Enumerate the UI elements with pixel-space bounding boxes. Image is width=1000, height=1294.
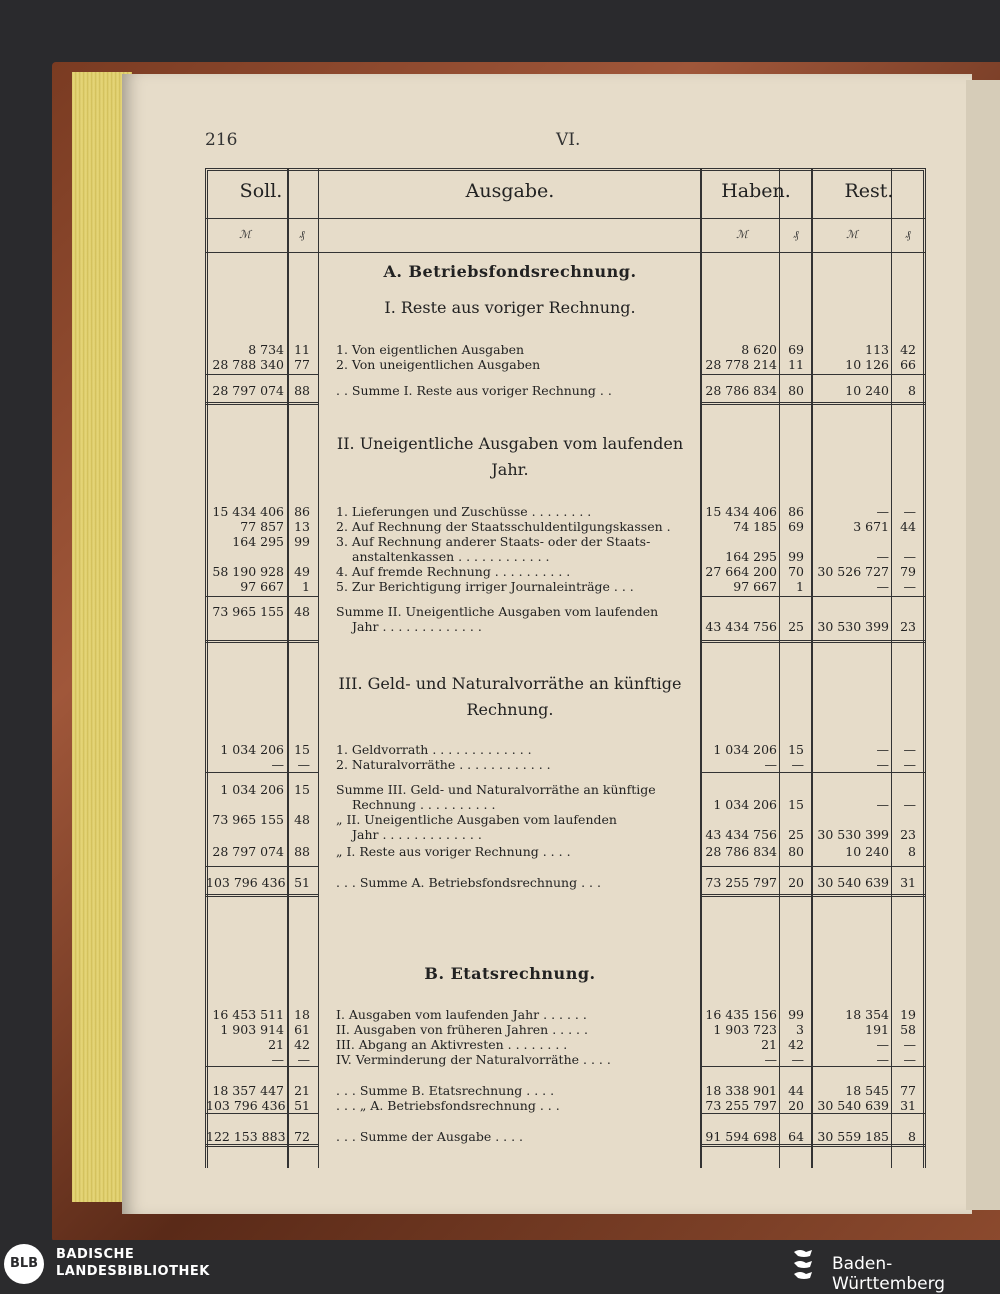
entry-text: 1. Lieferungen und Zuschüsse . . . . . . . . xyxy=(336,504,592,519)
rest-pfennig: 8 xyxy=(908,844,916,859)
soll-amount: 58 190 928 xyxy=(212,564,284,579)
soll-amount: 103 796 436 xyxy=(206,875,286,890)
soll-pfennig: — xyxy=(297,1052,310,1067)
soll-pfennig: 51 xyxy=(294,875,310,890)
sum-rule xyxy=(700,866,925,867)
entry-text-cont: anstaltenkassen . . . . . . . . . . . . xyxy=(352,549,550,564)
haben-amount: 73 255 797 xyxy=(705,1098,777,1113)
sum-rule xyxy=(205,640,318,643)
haben-amount: 1 034 206 xyxy=(713,742,777,757)
sum-rule xyxy=(205,596,318,597)
unit-pf: ₰ xyxy=(299,228,305,241)
entry-text-cont: Jahr . . . . . . . . . . . . . xyxy=(352,827,482,842)
rest-pfennig: — xyxy=(903,1052,916,1067)
sum-rule xyxy=(700,596,925,597)
sum-rule xyxy=(700,402,925,405)
rest-amount: 30 530 399 xyxy=(817,827,889,842)
haben-pfennig: — xyxy=(791,1052,804,1067)
haben-pfennig: 20 xyxy=(788,1098,804,1113)
rest-amount: 18 545 xyxy=(845,1083,889,1098)
unit-mark: ℳ xyxy=(736,228,748,241)
rest-pfennig: 44 xyxy=(900,519,916,534)
haben-amount: 16 435 156 xyxy=(705,1007,777,1022)
rest-amount: 30 540 639 xyxy=(817,1098,889,1113)
haben-amount: 28 778 214 xyxy=(705,357,777,372)
rest-amount: — xyxy=(876,1037,889,1052)
entry-text: „ II. Uneigentliche Ausgaben vom laufenden xyxy=(336,812,617,827)
section-title-a2: II. Uneigentliche Ausgaben vom laufenden xyxy=(336,434,684,453)
haben-pfennig: 80 xyxy=(788,844,804,859)
rest-amount: 10 240 xyxy=(845,844,889,859)
rest-pfennig: — xyxy=(903,757,916,772)
blb-name-line1: BADISCHE xyxy=(56,1247,135,1262)
soll-pfennig: 1 xyxy=(302,579,310,594)
section-title-a1: I. Reste aus voriger Rechnung. xyxy=(384,298,636,317)
entry-text: I. Ausgaben vom laufenden Jahr . . . . . . xyxy=(336,1007,587,1022)
soll-pfennig: 88 xyxy=(294,383,310,398)
rest-amount: 10 240 xyxy=(845,383,889,398)
soll-pfennig: 11 xyxy=(294,342,310,357)
haben-amount: 43 434 756 xyxy=(705,619,777,634)
rest-amount: 30 540 639 xyxy=(817,875,889,890)
rest-pfennig: 79 xyxy=(900,564,916,579)
haben-amount: 28 786 834 xyxy=(705,383,777,398)
haben-amount: 164 295 xyxy=(725,549,777,564)
rest-pfennig: — xyxy=(903,1037,916,1052)
column-rest: Rest. xyxy=(844,180,894,202)
haben-pfennig: 70 xyxy=(788,564,804,579)
haben-pfennig: 20 xyxy=(788,875,804,890)
section-title-a3-cont: Rechnung. xyxy=(466,700,554,719)
facing-page xyxy=(966,80,1000,1210)
header-rule xyxy=(205,218,926,219)
entry-text: 3. Auf Rechnung anderer Staats- oder der Staats- xyxy=(336,534,651,549)
blb-logo[interactable]: BLB xyxy=(4,1244,44,1284)
soll-pfennig: 21 xyxy=(294,1083,310,1098)
entry-text: IV. Verminderung der Naturalvorräthe . . . . xyxy=(336,1052,611,1067)
soll-amount: 73 965 155 xyxy=(212,604,284,619)
haben-amount: 28 786 834 xyxy=(705,844,777,859)
rest-amount: 30 530 399 xyxy=(817,619,889,634)
haben-pfennig: 1 xyxy=(796,579,804,594)
rest-amount: — xyxy=(876,797,889,812)
rest-pfennig: — xyxy=(903,549,916,564)
soll-pfennig: 51 xyxy=(294,1098,310,1113)
soll-pfennig: 77 xyxy=(294,357,310,372)
entry-text: „ I. Reste aus voriger Rechnung . . . . xyxy=(336,844,571,859)
soll-pfennig: 49 xyxy=(294,564,310,579)
rest-amount: 113 xyxy=(865,342,889,357)
divider xyxy=(318,168,319,1168)
haben-pfennig: 99 xyxy=(788,1007,804,1022)
rest-amount: 10 126 xyxy=(845,357,889,372)
rest-amount: 191 xyxy=(865,1022,889,1037)
unit-pf: ₰ xyxy=(905,228,911,241)
column-haben: Haben. xyxy=(721,180,791,202)
soll-pfennig: 88 xyxy=(294,844,310,859)
entry-text: . . Summe I. Reste aus voriger Rechnung . . xyxy=(336,383,612,398)
rest-pfennig: 42 xyxy=(900,342,916,357)
entry-text: 2. Von uneigentlichen Ausgaben xyxy=(336,357,541,372)
soll-pfennig: 13 xyxy=(294,519,310,534)
header-rule xyxy=(205,252,926,253)
sum-rule xyxy=(700,1113,925,1114)
unit-mark: ℳ xyxy=(239,228,251,241)
rest-amount: — xyxy=(876,504,889,519)
haben-pfennig: 3 xyxy=(796,1022,804,1037)
sum-rule xyxy=(205,374,318,375)
entry-text: . . . Summe der Ausgabe . . . . xyxy=(336,1129,524,1144)
section-number: VI. xyxy=(556,130,581,150)
haben-amount: 15 434 406 xyxy=(705,504,777,519)
sum-rule xyxy=(205,1066,318,1067)
haben-amount: — xyxy=(764,1052,777,1067)
rest-pfennig: 31 xyxy=(900,1098,916,1113)
soll-amount: 97 667 xyxy=(240,579,284,594)
haben-pfennig: 99 xyxy=(788,549,804,564)
sum-rule xyxy=(700,894,925,897)
soll-amount: 77 857 xyxy=(240,519,284,534)
haben-amount: 74 185 xyxy=(733,519,777,534)
soll-amount: 21 xyxy=(268,1037,284,1052)
entry-text: 2. Auf Rechnung der Staatsschuldentilgungskassen . xyxy=(336,519,671,534)
bw-lions-icon xyxy=(790,1246,820,1282)
haben-pfennig: 44 xyxy=(788,1083,804,1098)
rest-pfennig: 23 xyxy=(900,827,916,842)
haben-amount: — xyxy=(764,757,777,772)
soll-amount: 103 796 436 xyxy=(206,1098,286,1113)
sum-rule xyxy=(205,1113,318,1114)
unit-mark: ℳ xyxy=(846,228,858,241)
soll-amount: 16 453 511 xyxy=(212,1007,284,1022)
haben-pfennig: 11 xyxy=(788,357,804,372)
entry-text: . . . Summe A. Betriebsfondsrechnung . . . xyxy=(336,875,601,890)
entry-text: . . . „ A. Betriebsfondsrechnung . . . xyxy=(336,1098,560,1113)
rest-pfennig: 8 xyxy=(908,1129,916,1144)
soll-pfennig: 72 xyxy=(294,1129,310,1144)
entry-text: 1. Von eigentlichen Ausgaben xyxy=(336,342,525,357)
haben-amount: 18 338 901 xyxy=(705,1083,777,1098)
rest-pfennig: — xyxy=(903,797,916,812)
soll-pfennig: 48 xyxy=(294,812,310,827)
soll-pfennig: 42 xyxy=(294,1037,310,1052)
soll-amount: 73 965 155 xyxy=(212,812,284,827)
soll-amount: 15 434 406 xyxy=(212,504,284,519)
haben-amount: 97 667 xyxy=(733,579,777,594)
rest-pfennig: 31 xyxy=(900,875,916,890)
haben-pfennig: 42 xyxy=(788,1037,804,1052)
entry-text: . . . Summe B. Etatsrechnung . . . . xyxy=(336,1083,555,1098)
sum-rule xyxy=(700,1066,925,1067)
haben-pfennig: 69 xyxy=(788,342,804,357)
soll-pfennig: 61 xyxy=(294,1022,310,1037)
haben-pfennig: 86 xyxy=(788,504,804,519)
soll-amount: 28 797 074 xyxy=(212,383,284,398)
haben-amount: 21 xyxy=(761,1037,777,1052)
entry-text-cont: Jahr . . . . . . . . . . . . . xyxy=(352,619,482,634)
sum-rule xyxy=(205,866,318,867)
soll-pfennig: 18 xyxy=(294,1007,310,1022)
soll-amount: — xyxy=(271,1052,284,1067)
section-title-a2-cont: Jahr. xyxy=(491,460,529,479)
rest-pfennig: 66 xyxy=(900,357,916,372)
haben-amount: 27 664 200 xyxy=(705,564,777,579)
sum-rule xyxy=(205,894,318,897)
rest-pfennig: 23 xyxy=(900,619,916,634)
page-number: 216 xyxy=(205,130,238,150)
soll-pfennig: 99 xyxy=(294,534,310,549)
entry-text: 2. Naturalvorräthe . . . . . . . . . . . . xyxy=(336,757,551,772)
rest-amount: — xyxy=(876,579,889,594)
sum-rule xyxy=(700,1144,925,1147)
soll-amount: 1 903 914 xyxy=(220,1022,284,1037)
sum-rule xyxy=(700,640,925,643)
rest-amount: 30 526 727 xyxy=(817,564,889,579)
bw-label: Baden-Württemberg xyxy=(832,1254,946,1294)
entry-text: 4. Auf fremde Rechnung . . . . . . . . . . xyxy=(336,564,571,579)
haben-pfennig: 25 xyxy=(788,827,804,842)
soll-amount: 122 153 883 xyxy=(206,1129,286,1144)
rest-amount: 30 559 185 xyxy=(817,1129,889,1144)
haben-pfennig: 64 xyxy=(788,1129,804,1144)
entry-text: II. Ausgaben von früheren Jahren . . . . . xyxy=(336,1022,588,1037)
rest-pfennig: — xyxy=(903,504,916,519)
soll-amount: 28 797 074 xyxy=(212,844,284,859)
section-title-a3: III. Geld- und Naturalvorräthe an künftige xyxy=(338,674,682,693)
rest-pfennig: — xyxy=(903,579,916,594)
soll-pfennig: 48 xyxy=(294,604,310,619)
rest-pfennig: — xyxy=(903,742,916,757)
entry-text: Summe III. Geld- und Naturalvorräthe an künftige xyxy=(336,782,656,797)
haben-amount: 1 903 723 xyxy=(713,1022,777,1037)
rest-pfennig: 8 xyxy=(908,383,916,398)
haben-amount: 73 255 797 xyxy=(705,875,777,890)
rest-amount: — xyxy=(876,1052,889,1067)
rest-amount: — xyxy=(876,742,889,757)
rest-amount: 3 671 xyxy=(853,519,889,534)
soll-amount: 28 788 340 xyxy=(212,357,284,372)
sum-rule xyxy=(205,1144,318,1147)
soll-amount: — xyxy=(271,757,284,772)
soll-pfennig: — xyxy=(297,757,310,772)
sum-rule xyxy=(700,772,925,773)
rest-amount: — xyxy=(876,757,889,772)
entry-text: III. Abgang an Aktivresten . . . . . . . . xyxy=(336,1037,568,1052)
haben-pfennig: 15 xyxy=(788,742,804,757)
soll-pfennig: 15 xyxy=(294,782,310,797)
soll-pfennig: 86 xyxy=(294,504,310,519)
haben-pfennig: — xyxy=(791,757,804,772)
soll-amount: 1 034 206 xyxy=(220,782,284,797)
haben-amount: 8 620 xyxy=(741,342,777,357)
entry-text: 5. Zur Berichtigung irriger Journaleinträge . . . xyxy=(336,579,634,594)
sum-rule xyxy=(205,772,318,773)
soll-amount: 164 295 xyxy=(232,534,284,549)
rest-pfennig: 58 xyxy=(900,1022,916,1037)
soll-pfennig: 15 xyxy=(294,742,310,757)
haben-amount: 1 034 206 xyxy=(713,797,777,812)
entry-text-cont: Rechnung . . . . . . . . . . xyxy=(352,797,496,812)
rest-pfennig: 19 xyxy=(900,1007,916,1022)
column-ausgabe: Ausgabe. xyxy=(465,180,555,202)
section-title-b: B. Etatsrechnung. xyxy=(424,964,596,983)
rest-pfennig: 77 xyxy=(900,1083,916,1098)
unit-pf: ₰ xyxy=(793,228,799,241)
sum-rule xyxy=(700,374,925,375)
column-soll: Soll. xyxy=(239,180,283,202)
entry-text: 1. Geldvorrath . . . . . . . . . . . . . xyxy=(336,742,532,757)
entry-text: Summe II. Uneigentliche Ausgaben vom laufenden xyxy=(336,604,659,619)
blb-name-line2: LANDESBIBLIOTHEK xyxy=(56,1264,210,1279)
sum-rule xyxy=(205,402,318,405)
rest-amount: 18 354 xyxy=(845,1007,889,1022)
haben-pfennig: 25 xyxy=(788,619,804,634)
section-title-a: A. Betriebsfondsrechnung. xyxy=(383,262,637,281)
haben-amount: 43 434 756 xyxy=(705,827,777,842)
soll-amount: 1 034 206 xyxy=(220,742,284,757)
haben-pfennig: 80 xyxy=(788,383,804,398)
soll-amount: 8 734 xyxy=(248,342,284,357)
haben-amount: 91 594 698 xyxy=(705,1129,777,1144)
haben-pfennig: 69 xyxy=(788,519,804,534)
haben-pfennig: 15 xyxy=(788,797,804,812)
soll-amount: 18 357 447 xyxy=(212,1083,284,1098)
rest-amount: — xyxy=(876,549,889,564)
